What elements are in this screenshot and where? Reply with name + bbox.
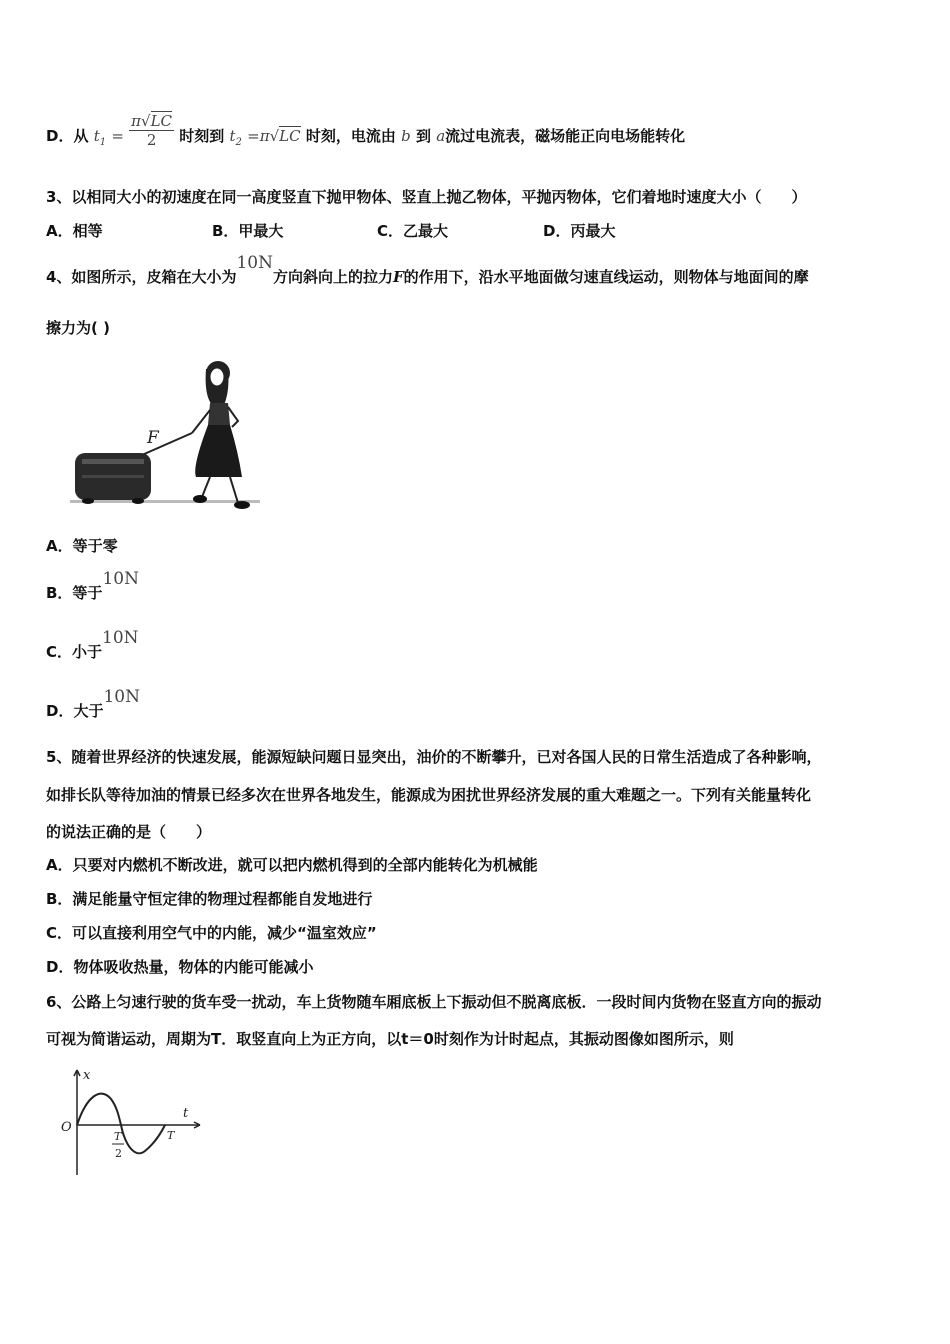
q4-option-d: D．大于10N [46,687,140,720]
q3-stem: 3、以相同大小的初速度在同一高度竖直下抛甲物体、竖直上抛乙物体，平抛丙物体，它们着地时速度大小（ ） [46,188,807,206]
q2-option-d: D．从 $t_1$ = $\frac{\pi√LC}{2}$ 时刻到 $t_2 =\pi√LC$ 时刻，电流由 b 到 a流过电流表，磁场能正向电场能转化 [46,112,686,149]
q3-option-c: C．乙最大 [377,222,449,240]
q2-d-label: D． [46,127,74,145]
q4-option-c: C．小于10N [46,628,139,661]
q5-option-b: B．满足能量守恒定律的物理过程都能自发地进行 [46,890,373,908]
origin-label: O [61,1120,72,1135]
q5-option-d: D．物体吸收热量，物体的内能可能减小 [46,958,314,976]
q6-stem-line2: 可视为简谐运动，周期为T．取竖直向上为正方向，以t＝0时刻作为计时起点，其振动图像如图所示，则 [46,1030,734,1048]
q3-options [46,220,846,242]
q6-stem-line1: 6、公路上匀速行驶的货车受一扰动，车上货物随车厢底板上下振动但不脱离底板．一段时间内货物在竖直方向的振动 [46,993,822,1011]
q3-option-a: A．相等 [46,222,103,240]
y-axis-label: x [83,1068,91,1083]
figure-force-label: F [147,428,159,448]
tick-half-num: T [114,1130,122,1143]
q5-option-c: C．可以直接利用空气中的内能，减少“温室效应” [46,924,377,942]
vibration-graph [55,1065,205,1180]
q5-stem-line1: 5、随着世界经济的快速发展，能源短缺问题日显突出，油价的不断攀升，已对各国人民的日常生活造成了各种影响， [46,748,822,766]
suitcase-figure [70,355,260,517]
q5-option-a: A．只要对内燃机不断改进，就可以把内燃机得到的全部内能转化为机械能 [46,856,538,874]
tick-half-den: 2 [115,1147,122,1160]
q5-stem-line3: 的说法正确的是（ ） [46,823,212,841]
q5-stem-line2: 如排长队等待加油的情景已经多次在世界各地发生，能源成为困扰世界经济发展的重大难题之一。下列有关能量转化 [46,786,812,804]
q3-option-b: B．甲最大 [212,222,284,240]
tick-full: T [167,1129,175,1142]
q4-option-b: B．等于10N [46,569,139,602]
q3-option-d: D．丙最大 [543,222,616,240]
q4-stem: 4、如图所示，皮箱在大小为10N方向斜向上的拉力F的作用下，沿水平地面做匀速直线运动，则物体与地面间的摩 [46,253,809,286]
q4-force-value: 10N [236,253,273,273]
q4-option-a: A．等于零 [46,537,118,555]
q2-fraction: $\frac{\pi√LC}{2}$ [131,112,173,149]
q4-stem-line2: 擦力为( ) [46,319,110,337]
x-axis-label: t [183,1106,189,1121]
